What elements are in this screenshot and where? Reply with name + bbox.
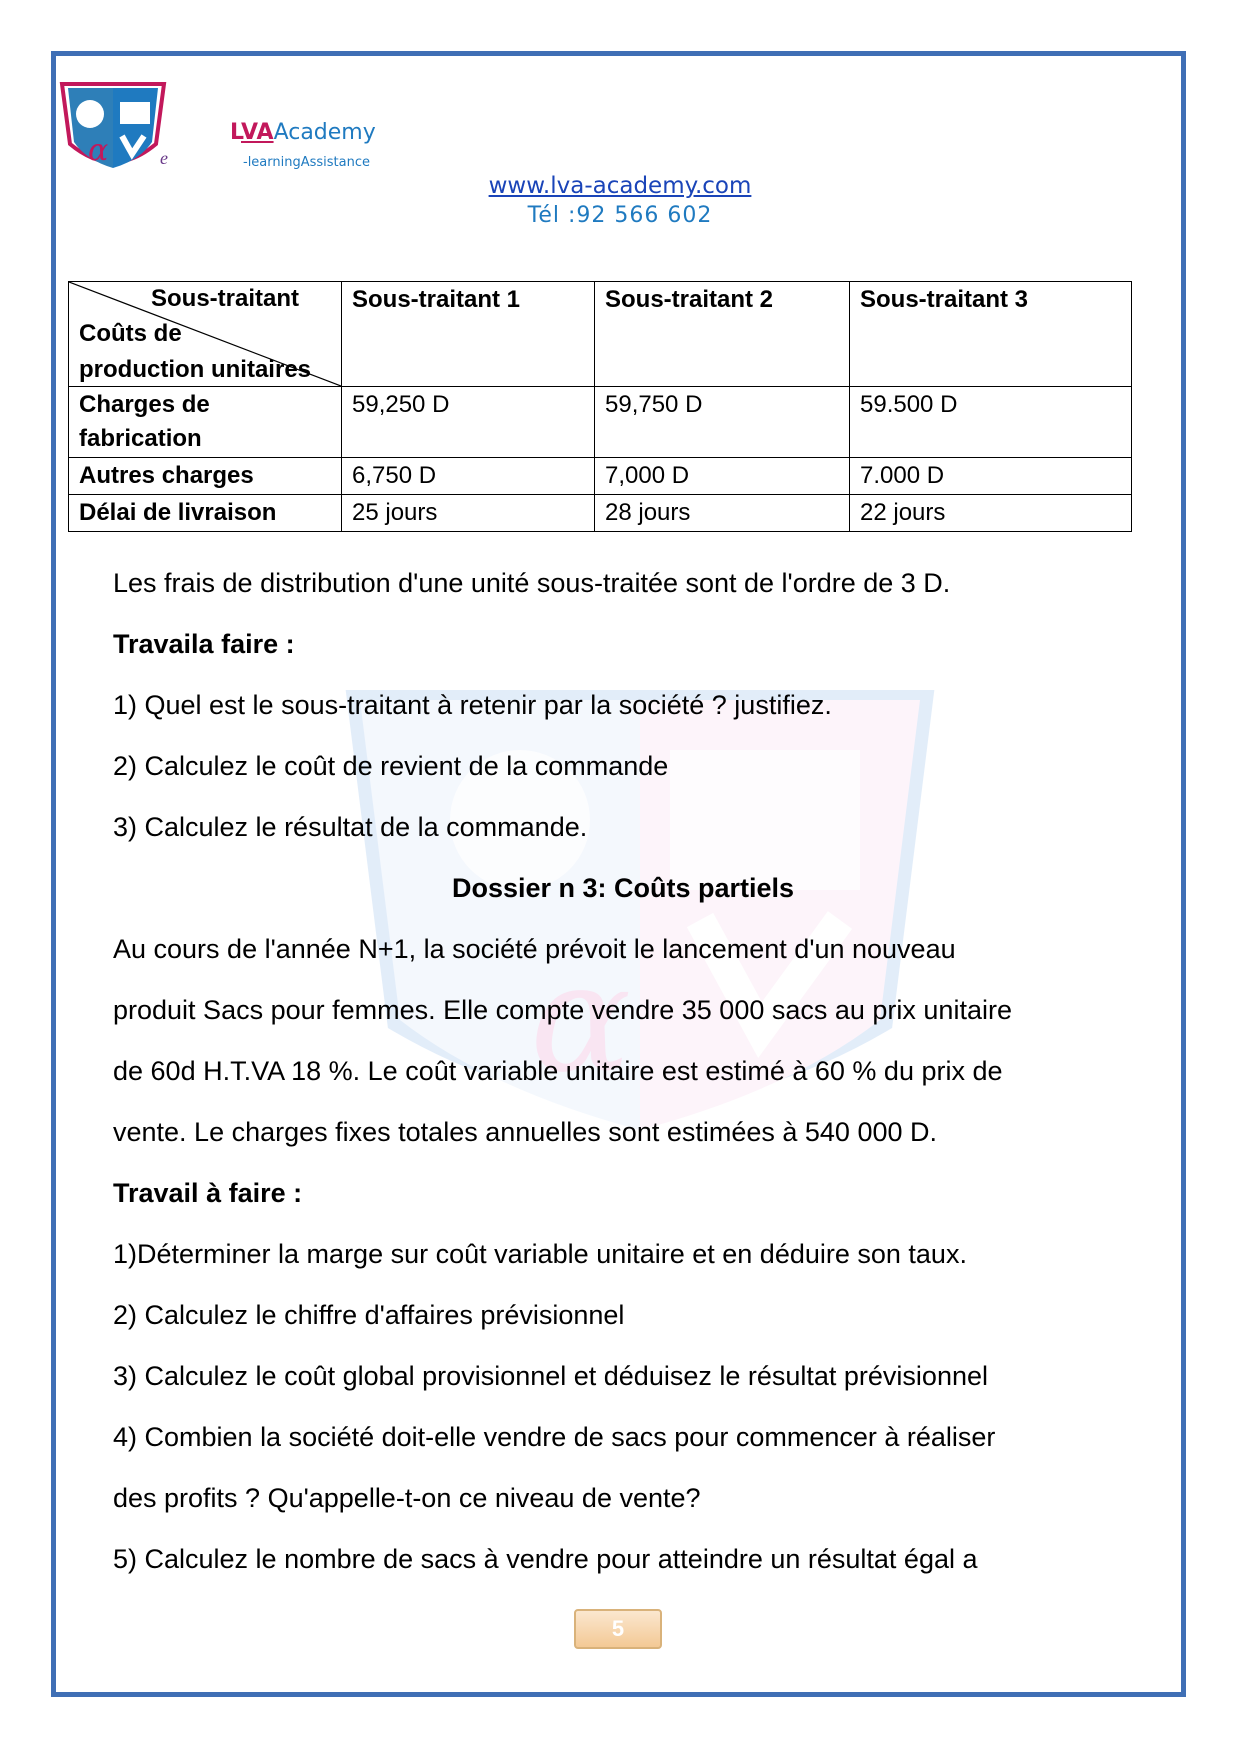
row-label: Délai de livraison — [69, 495, 342, 532]
column-header: Sous-traitant 2 — [595, 282, 850, 387]
question-line: 4) Combien la société doit-elle vendre de sacs pour commencer à réaliser — [113, 1422, 996, 1452]
page-number-badge: 5 — [574, 1609, 662, 1649]
table-cell: 59,750 D — [595, 387, 850, 458]
paragraph-line: de 60d H.T.VA 18 %. Le coût variable unitaire est estimé à 60 % du prix de — [113, 1056, 1003, 1086]
table-row — [69, 387, 1132, 458]
question-line: 1) Quel est le sous-traitant à retenir par la société ? justifiez. — [113, 690, 832, 720]
table-cell: 25 jours — [342, 495, 595, 532]
table-cell: 22 jours — [850, 495, 1132, 532]
table-cell: 7,000 D — [595, 458, 850, 495]
table-cell: 59.500 D — [850, 387, 1132, 458]
row-label: Autres charges — [69, 458, 342, 495]
question-line: 1)Déterminer la marge sur coût variable unitaire et en déduire son taux. — [113, 1239, 967, 1269]
table-header-row — [69, 282, 1132, 387]
corner-top-label: Sous-traitant — [150, 285, 299, 312]
table-cell: 6,750 D — [342, 458, 595, 495]
subcontractor-table — [68, 281, 1132, 532]
column-header: Sous-traitant 1 — [342, 282, 595, 387]
question-line: 3) Calculez le résultat de la commande. — [113, 812, 588, 842]
paragraph-line: Les frais de distribution d'une unité sous-traitée sont de l'ordre de 3 D. — [113, 568, 951, 598]
task-heading: Travail à faire : — [113, 1178, 303, 1208]
table-cell: 7.000 D — [850, 458, 1132, 495]
body-text — [113, 553, 1133, 1590]
question-line: 2) Calculez le chiffre d'affaires prévisionnel — [113, 1300, 625, 1330]
question-line: 5) Calculez le nombre de sacs à vendre pour atteindre un résultat égal a — [113, 1544, 978, 1574]
brand-academy: Academy — [273, 120, 376, 145]
brand-lva-prefix: L — [230, 120, 241, 145]
phone-number: Tél :92 566 602 — [527, 203, 713, 228]
brand-lva-suffix: VA — [241, 120, 274, 145]
paragraph-line: Au cours de l'année N+1, la société prévoit le lancement d'un nouveau — [113, 934, 956, 964]
corner-bottom-line-2: production unitaires — [79, 356, 312, 383]
column-header: Sous-traitant 3 — [850, 282, 1132, 387]
table-cell: 28 jours — [595, 495, 850, 532]
section-title: Dossier n 3: Coûts partiels — [451, 873, 795, 903]
corner-bottom-label — [79, 316, 311, 388]
table-cell: 59,250 D — [342, 387, 595, 458]
question-line: 3) Calculez le coût global provisionnel et déduisez le résultat prévisionnel — [113, 1361, 988, 1391]
task-heading: Travaila faire : — [113, 629, 295, 659]
logo-e-letter: e — [160, 148, 168, 168]
table-row — [69, 458, 1132, 495]
brand-name — [230, 120, 376, 145]
svg-text:α: α — [530, 932, 632, 1106]
table-corner-cell — [69, 282, 342, 387]
question-line: des profits ? Qu'appelle-t-on ce niveau de vente? — [113, 1483, 701, 1513]
question-line: 2) Calculez le coût de revient de la commande — [113, 751, 669, 781]
paragraph-line: produit Sacs pour femmes. Elle compte vendre 35 000 sacs au prix unitaire — [113, 995, 1012, 1025]
website-link[interactable]: www.lva-academy.com — [488, 173, 752, 199]
table-row — [69, 495, 1132, 532]
svg-text:α: α — [88, 133, 109, 168]
brand-subtitle: -learningAssistance — [243, 155, 370, 170]
brand-lva — [230, 120, 274, 145]
row-label: Charges de fabrication — [69, 387, 342, 458]
shield-logo-icon — [58, 80, 168, 180]
corner-bottom-line-1: Coûts de — [79, 320, 182, 347]
paragraph-line: vente. Le charges fixes totales annuelles sont estimées à 540 000 D. — [113, 1117, 938, 1147]
